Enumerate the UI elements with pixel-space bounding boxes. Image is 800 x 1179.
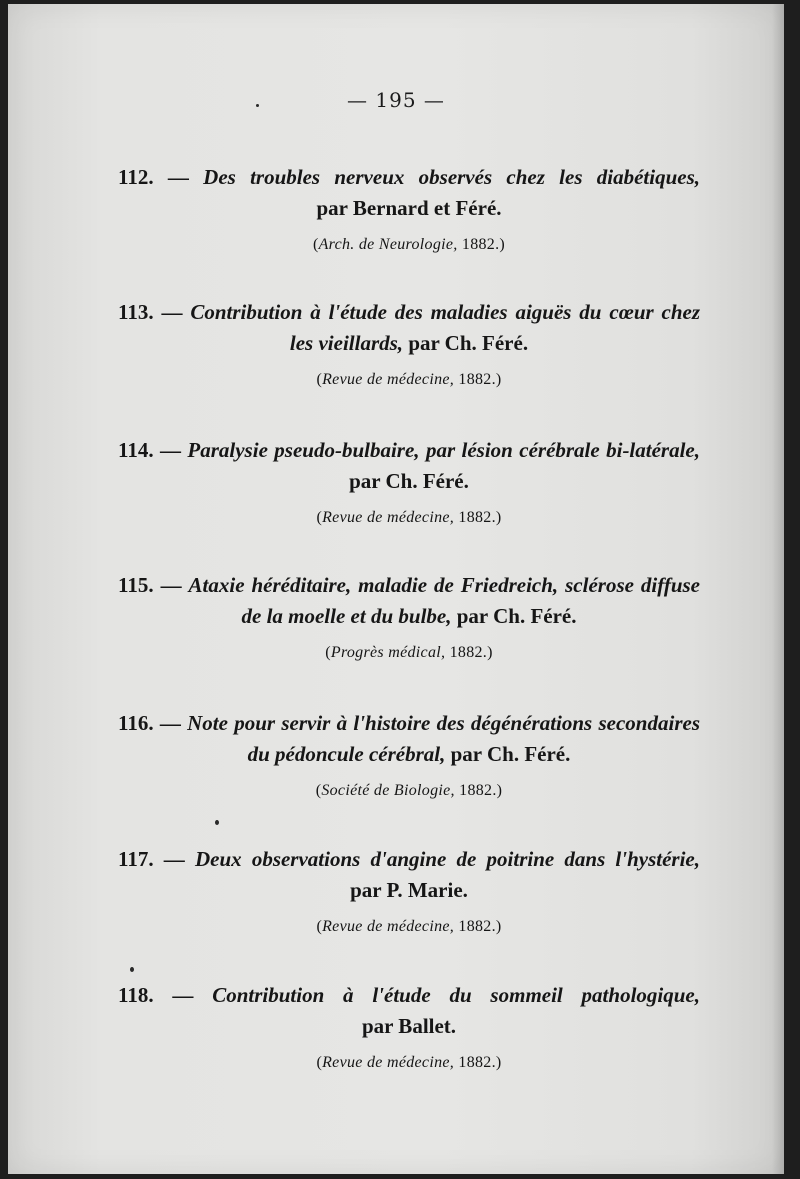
entry-first-line bbox=[118, 708, 700, 739]
entry-dash: — bbox=[172, 983, 194, 1007]
ink-speck bbox=[215, 820, 219, 825]
entry-dash: — bbox=[159, 711, 181, 735]
entry-title-continued: du pédoncule cérébral, bbox=[247, 742, 446, 766]
entry-source: (Revue de médecine, 1882.) bbox=[316, 1054, 502, 1071]
entry-byline: par P. Marie. bbox=[350, 878, 468, 902]
entry-source: (Revue de médecine, 1882.) bbox=[316, 509, 502, 526]
ink-speck bbox=[130, 967, 134, 972]
entry-number: 117. bbox=[118, 847, 154, 871]
entry-byline: par Ch. Féré. bbox=[349, 469, 469, 493]
entry-source-year: 1882. bbox=[461, 236, 500, 253]
entry-first-line bbox=[118, 297, 700, 328]
entry-source-journal: Revue de médecine, bbox=[322, 371, 455, 388]
entry-source-journal: Revue de médecine, bbox=[322, 509, 455, 526]
entry-source-year: 1882. bbox=[459, 782, 497, 799]
entry-title: Contribution à l'étude du sommeil pathologique, bbox=[212, 983, 700, 1007]
entry-source-year: 1882. bbox=[458, 509, 496, 526]
bibliography-entry-118 bbox=[118, 980, 700, 1074]
bibliography-entry-114 bbox=[118, 435, 700, 529]
ink-speck bbox=[256, 104, 259, 107]
entry-byline: par Ch. Féré. bbox=[408, 331, 529, 355]
page-number: — 195 — bbox=[347, 88, 445, 112]
entry-source-journal: Revue de médecine, bbox=[322, 918, 455, 935]
entry-first-line bbox=[118, 570, 700, 601]
entry-byline-line bbox=[118, 1011, 700, 1042]
bibliography-entry-116 bbox=[118, 708, 700, 802]
entry-second-line bbox=[118, 601, 700, 632]
entry-byline: par Bernard et Féré. bbox=[316, 196, 502, 220]
bibliography-entry-115 bbox=[118, 570, 700, 664]
entry-second-line bbox=[118, 328, 700, 359]
entry-number: 114. bbox=[118, 438, 154, 462]
entry-title-continued: les vieillards, bbox=[289, 331, 404, 355]
entry-source: (Revue de médecine, 1882.) bbox=[316, 918, 502, 935]
entry-number: 112. bbox=[118, 165, 154, 189]
entry-byline-line bbox=[118, 875, 700, 906]
entry-dash: — bbox=[160, 573, 182, 597]
entry-title: Paralysie pseudo-bulbaire, par lésion cérébrale bi-latérale, bbox=[187, 438, 701, 462]
entry-byline-line bbox=[118, 193, 700, 224]
entry-title: Deux observations d'angine de poitrine dans l'hystérie, bbox=[194, 847, 701, 871]
book-page bbox=[8, 4, 784, 1174]
entry-number: 118. bbox=[118, 983, 154, 1007]
entry-first-line bbox=[118, 162, 700, 193]
entry-source-journal: Société de Biologie, bbox=[321, 782, 455, 799]
bibliography-entry-117 bbox=[118, 844, 700, 938]
entry-source-year: 1882. bbox=[449, 644, 488, 661]
entry-number: 113. bbox=[118, 300, 154, 324]
entry-dash: — bbox=[167, 165, 189, 189]
entry-byline: par Ballet. bbox=[361, 1014, 457, 1038]
entry-source-year: 1882. bbox=[458, 371, 496, 388]
entry-byline-line bbox=[118, 466, 700, 497]
entry-source-journal: Arch. de Neurologie, bbox=[318, 236, 458, 253]
entry-source: (Progrès médical, 1882.) bbox=[325, 644, 493, 661]
entry-source-year: 1882. bbox=[458, 1054, 496, 1071]
entry-byline: par Ch. Féré. bbox=[450, 742, 571, 766]
entry-first-line bbox=[118, 435, 700, 466]
entry-title: Des troubles nerveux observés chez les diabétiques, bbox=[203, 165, 701, 189]
entry-title-continued: de la moelle et du bulbe, bbox=[241, 604, 452, 628]
page-spine-shadow bbox=[772, 4, 784, 1174]
entry-source: (Société de Biologie, 1882.) bbox=[315, 782, 503, 799]
entry-title: Ataxie héréditaire, maladie de Friedreich, sclérose diffuse bbox=[188, 573, 701, 597]
bibliography-entry-112 bbox=[118, 162, 700, 256]
entry-byline: par Ch. Féré. bbox=[456, 604, 577, 628]
bibliography-entry-113 bbox=[118, 297, 700, 391]
entry-title: Note pour servir à l'histoire des dégénérations secondaires bbox=[187, 711, 700, 735]
entry-dash: — bbox=[163, 847, 185, 871]
entry-source-journal: Progrès médical, bbox=[330, 644, 446, 661]
entry-second-line bbox=[118, 739, 700, 770]
entry-source-journal: Revue de médecine, bbox=[322, 1054, 455, 1071]
entry-number: 116. bbox=[118, 711, 154, 735]
entry-source: (Revue de médecine, 1882.) bbox=[316, 371, 502, 388]
entry-dash: — bbox=[160, 438, 181, 462]
entry-dash: — bbox=[161, 300, 183, 324]
entry-number: 115. bbox=[118, 573, 154, 597]
entry-first-line bbox=[118, 844, 700, 875]
entry-first-line bbox=[118, 980, 700, 1011]
entry-source-year: 1882. bbox=[458, 918, 496, 935]
entry-title: Contribution à l'étude des maladies aiguës du cœur chez bbox=[190, 300, 701, 324]
entry-source: (Arch. de Neurologie, 1882.) bbox=[312, 236, 506, 253]
